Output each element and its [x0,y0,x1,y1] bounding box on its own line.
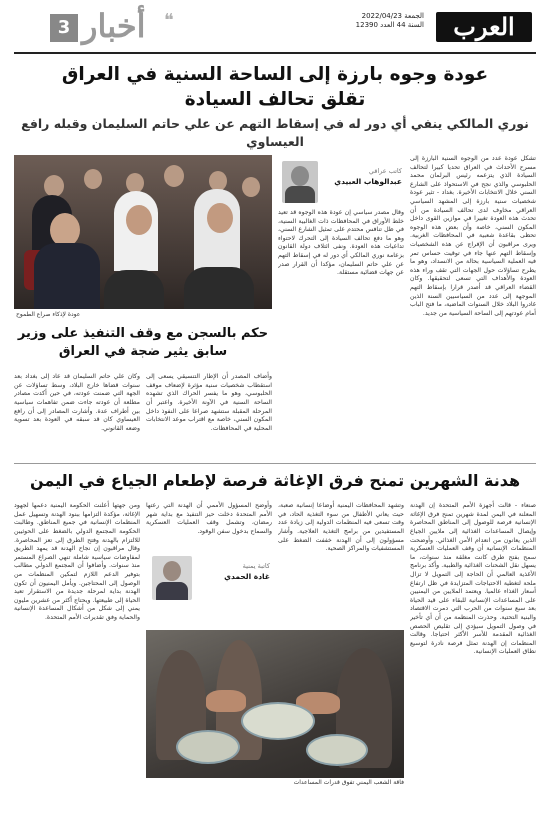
yemen-column-3 [146,496,272,552]
page-number: 3 [50,14,78,42]
article-column-3b [146,367,272,461]
yemen-column-3-text: وأوضح المسؤول الأممي أن الهدنة التي رعتها الأمم المتحدة دخلت حيز التنفيذ مع بداية شهر رمضان، وتشمل وقف العمليات العسكرية والسماح بدخول سفن الوقود. [146,502,272,535]
food-aid-photo[interactable] [146,630,404,778]
article-column-2 [278,155,404,461]
column-2-text: وقال مصدر سياسي إن عودة هذه الوجوه قد تعيد خلط الأوراق في المحافظات ذات الغالبية السنية، في ظل تنافس محتدم على تمثيل الشارع السني، وهو ما دفع تحالف السيادة إلى التحرك لاحتواء تداعيات هذه العودة. ونفى ائتلاف دولة القانون بزعامة نوري المالكي أي دور له في إسقاط التهم عن علي حاتم السليمان، مؤكدا أن القرار صدر عن جهات قضائية مستقلة. [278,209,404,277]
photo-caption: عودة لإذكاء صراع الطموح [16,311,81,318]
yemen-column-1 [410,496,536,788]
masthead [14,0,536,54]
newspaper-logo[interactable]: العرب [436,12,532,42]
yemen-column-2-text: وتشهد المحافظات اليمنية أوضاعا إنسانية صعبة، حيث يعاني الأطفال من سوء التغذية الحاد، في وقت تسعى فيه المنظمات الدولية إلى زيادة عدد المستفيدين من برامج التغذية العلاجية. وأشار مسؤولون إلى أن الهدنة خففت الضغط على المستشفيات والمراكز الصحية. [278,502,404,553]
author-photo [282,161,318,203]
yemen-author-photo [152,556,192,600]
section-divider [14,463,536,464]
yemen-column-4-text: ومن جهتها أعلنت الحكومة اليمنية دعمها لجهود الإغاثة، مؤكدة التزامها ببنود الهدنة وتسهيل عمل المنظمات الإنسانية في جميع المناطق. وطالبت الحكومة المجتمع الدولي بالضغط على الحوثيين للالتزام بالهدنة وفتح الطرق إلى تعز المحاصرة. وقال مراقبون إن نجاح الهدنة قد يمهد الطريق لمفاوضات سياسية شاملة تنهي الصراع المستمر منذ سنوات. وأضافوا أن المجتمع الدولي مطالب بتوفير الدعم اللازم لتمكين المنظمات من الوصول إلى المحتاجين. ويأمل اليمنيون أن تكون الهدنة بداية لمرحلة جديدة من الاستقرار تعيد الحياة إلى طبيعتها. ويحتاج أكثر من عشرين مليون يمني إلى شكل من أشكال المساعدة الإنسانية والحماية وفق تقديرات الأمم المتحدة. [14,502,140,621]
article-column-4b [14,367,140,461]
yemen-headline[interactable]: هدنة الشهرين تمنح فرق الإغاثة فرصة لإطعام الجياع في اليمن [29,471,521,490]
yemen-author-role: كاتبة يمنية [242,562,270,570]
bottom-article [14,496,536,788]
conference-photo[interactable] [14,155,272,309]
author-box [278,161,404,205]
yemen-photo-caption: فاقة الشعب اليمني تفوق قدرات المساعدات [293,779,404,786]
column-4b-text: وكان علي حاتم السليمان قد عاد إلى بغداد بعد سنوات قضاها خارج البلاد، وسط تساؤلات عن الجهة التي ضمنت عودته، في حين أكدت مصادر مطلعة أن عودته جاءت ضمن تفاهمات سياسية بين أطراف عدة. وأشارت المصادر إلى أن رافع العيساوي كان قد سبقه في العودة بعد تسوية وضعه القانوني. [14,373,140,432]
yemen-author-box [146,554,272,602]
yemen-column-1-text: صنعاء - قالت أجهزة الأمم المتحدة إن الهدنة المعلنة في اليمن لمدة شهرين تمنح فرق الإغاثة الإنسانية فرصة للوصول إلى المناطق المحاصرة وإيصال المساعدات الغذائية إلى ملايين الجياع الذين يعانون من انعدام الأمن الغذائي. وأوضحت المنظمات الإنسانية أن وقف العمليات العسكرية سمح بفتح طرق كانت مغلقة منذ سنوات، ما يسهل نقل الشحنات الغذائية والطبية. وأكد برنامج الأغذية العالمي أن الحاجة إلى التمويل لا تزال ملحة لتغطية الاحتياجات المتزايدة في ظل ارتفاع أسعار الغذاء عالميا. ويعتمد الملايين من اليمنيين على المساعدات الإنسانية للبقاء على قيد الحياة بعد سبع سنوات من الحرب التي دمرت الاقتصاد والبنية التحتية. وحذرت المنظمة من أن أي تأخير في وصول التمويل سيؤدي إلى تقليص الحصص الغذائية المقدمة للأسر الأكثر احتياجا. وقالت المنظمات إن الهدنة تمثل فرصة نادرة لتوسيع نطاق العمليات الإنسانية. [410,502,536,656]
yemen-author-name: غادة الحمدي [224,572,270,581]
yemen-column-4 [14,496,140,788]
main-headline-line-1: عودة وجوه بارزة إلى الساحة السنية في العراق [61,64,489,85]
author-role: كاتب عراقي [368,167,402,175]
column-1-text: تشكل عودة عدد من الوجوه السنية البارزة إلى مسرح الأحداث في العراق تحديا كبيرا لتحالف السيادة الذي يتزعمه رئيس البرلمان محمد الحلبوسي والذي نجح في الاستحواذ على الشارع السني خلال الانتخابات الأخيرة. بغداد - تثير عودة شخصيات سنية بارزة إلى المشهد السياسي العراقي مخاوف لدى تحالف السيادة من أن تحدث هذه العودة تغييرا في موازين القوى داخل المكون السني، خاصة وأن بعض هذه الوجوه تحظى بقاعدة شعبية في المحافظات الغربية. ويرى مراقبون أن الإفراج عن هذه الشخصيات وإسقاط التهم عنها جاء في توقيت حساس تمر فيه العملية السياسية بحالة من الانسداد، وهو ما يطرح تساؤلات حول الجهات التي تقف وراء هذه العودة والأهداف التي تسعى لتحقيقها. وكان القضاء العراقي قد أصدر قرارا بإسقاط التهم الموجهة إلى عدد من السياسيين السنة الذين غادروا البلاد خلال السنوات الماضية، ما فتح الباب أمام عودتهم إلى الساحة السياسية من جديد. [410,155,536,317]
quote-icon: ❝ [164,10,174,31]
author-name: عبدالوهاب العبيدي [334,177,402,186]
yemen-column-2 [278,496,404,624]
main-headline-line-2: تقلق تحالف السيادة [184,89,366,110]
top-article [14,155,536,463]
secondary-headline[interactable]: حكم بالسجن مع وقف التنفيذ على وزير سابق يثير ضجة في العراق [17,326,269,359]
column-3b-text: وأضاف المصدر أن الإطار التنسيقي يسعى إلى استقطاب شخصيات سنية مؤثرة لإضعاف موقف الحلبوسي، وهو ما يفسر الحراك الذي تشهده الساحة السنية في الآونة الأخيرة. واعتبر أن المرحلة المقبلة ستشهد صراعا على النفوذ داخل المكون السني، خاصة مع اقتراب موعد الانتخابات المحلية في المحافظات. [146,373,272,432]
main-headline[interactable] [14,62,536,112]
article-column-1 [410,155,536,461]
main-subheadline: نوري المالكي ينفي أي دور له في إسقاط التهم عن علي حاتم السليمان وقبله رافع العيساوي [21,116,529,149]
issue-line: السنة 44 العدد 12390 [355,21,424,29]
section-title: أخبار [82,7,146,45]
date-block [356,12,424,30]
date-line: الجمعة 2022/04/23 [361,12,424,20]
